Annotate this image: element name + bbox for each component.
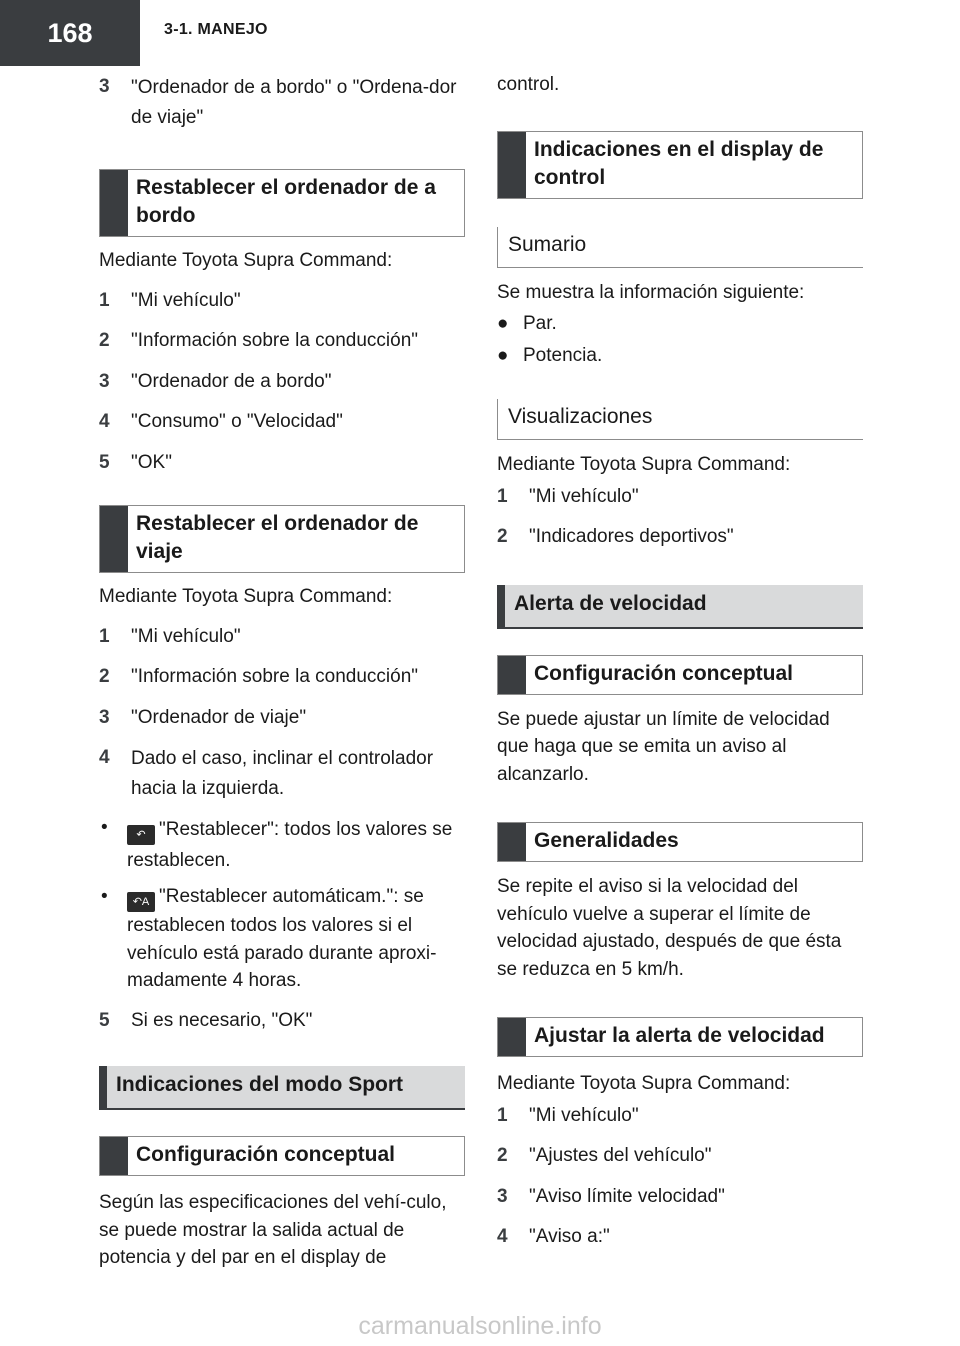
section-heading (497, 585, 863, 629)
bullet-text: Par. (523, 313, 557, 334)
step-item (99, 327, 465, 355)
step-item (99, 368, 465, 396)
section-heading (99, 1066, 465, 1110)
paragraph: Mediante Toyota Supra Command: (497, 1073, 791, 1094)
subheading-bar (498, 1018, 526, 1056)
subheading-label: Restablecer el ordenador de viaje (136, 512, 419, 563)
sub-bullet-text: "Restablecer": todos los valores se restablecen. (127, 819, 453, 871)
step-number: 3 (99, 370, 110, 392)
page-number-tab (0, 0, 140, 66)
subheading-label: Generalidades (534, 829, 679, 852)
step-number: 5 (99, 451, 110, 473)
subheading-box (497, 655, 863, 695)
subheading-bar (498, 823, 526, 861)
paragraph: Se puede ajustar un límite de velocidad que haga que se emita un aviso al alcanzarlo. (497, 708, 830, 785)
sub-bullet-body (127, 883, 465, 995)
step-item (497, 523, 863, 551)
step-text: "Consumo" o "Velocidad" (131, 411, 343, 432)
bullet-mark: • (101, 886, 108, 907)
step-text: "Ajustes del vehículo" (529, 1145, 712, 1166)
step-number: 2 (99, 330, 110, 351)
page-number: 168 (47, 17, 93, 48)
section-heading-label: Indicaciones del modo Sport (116, 1073, 404, 1096)
subheading-bar (100, 170, 128, 236)
section-title: 3-1. MANEJO (164, 21, 268, 38)
step-number: 4 (99, 747, 110, 768)
bullet-text: Potencia. (523, 344, 603, 366)
step-text: Dado el caso, inclinar el controlador hacia la izquierda. (131, 748, 434, 799)
step-number: 1 (99, 289, 110, 311)
subheading-label: Configuración conceptual (534, 661, 794, 685)
section-heading-bar (497, 585, 505, 627)
step-item (497, 1223, 863, 1251)
watermark: carmanualsonline.info (358, 1312, 602, 1340)
auto-reset-icon: ↶A (127, 892, 155, 912)
subheading-box (497, 1017, 863, 1057)
sub-bullet (99, 883, 465, 995)
step-number: 1 (497, 1104, 508, 1126)
step-number: 2 (99, 666, 110, 687)
subheading-box (99, 505, 465, 573)
sub-bullet-body (127, 814, 465, 876)
left-column (99, 70, 465, 1272)
bullet-item (497, 310, 863, 338)
step-list (99, 287, 465, 477)
step-number: 2 (497, 526, 508, 547)
step-item (497, 1142, 863, 1170)
step-text: "Información sobre la conducción" (131, 330, 419, 351)
step-item (99, 663, 465, 691)
paragraph: Mediante Toyota Supra Command: (99, 250, 393, 271)
step-text: "Mi vehículo" (529, 1104, 639, 1126)
step-item (99, 73, 465, 133)
page-header (0, 0, 960, 66)
step-item (99, 1007, 465, 1035)
step-item (99, 623, 465, 651)
step-item (99, 449, 465, 477)
subheading-label: Restablecer el ordenador de a bordo (136, 176, 436, 227)
subheading-label: Indicaciones en el display de control (534, 137, 824, 189)
step-number: 3 (497, 1185, 508, 1207)
step-text: "Mi vehículo" (529, 485, 639, 507)
subheading-box (497, 822, 863, 862)
subheading-label: Configuración conceptual (136, 1143, 396, 1166)
reset-icon: ↶ (127, 825, 155, 845)
step-text: "Aviso límite velocidad" (529, 1185, 725, 1207)
paragraph: Según las especificaciones del vehí-culo, se puede mostrar la salida actual de potencia y del par en el display de (99, 1192, 447, 1268)
paragraph: Mediante Toyota Supra Command: (99, 586, 393, 607)
step-text: "OK" (131, 451, 172, 473)
step-text: "Indicadores deportivos" (529, 526, 734, 547)
step-number: 5 (99, 1009, 110, 1031)
step-list (99, 623, 465, 805)
bullet-dot: ● (497, 344, 509, 366)
step-text: "Ordenador de viaje" (131, 706, 307, 728)
step-text: "Aviso a:" (529, 1226, 610, 1247)
step-item (99, 744, 465, 804)
bullet-dot: ● (497, 313, 509, 334)
step-item (99, 408, 465, 436)
paragraph: Mediante Toyota Supra Command: (497, 454, 791, 475)
step-number: 1 (99, 625, 110, 647)
step-number: 3 (99, 706, 110, 728)
bullet-item (497, 342, 863, 370)
step-text: "Ordenador de a bordo" (131, 370, 332, 392)
subheading-label: Ajustar la alerta de velocidad (534, 1024, 825, 1047)
bullet-mark: • (101, 817, 108, 838)
step-number: 4 (99, 411, 110, 432)
step-text: "Mi vehículo" (131, 289, 241, 311)
step-item (497, 1183, 863, 1211)
subheading-box (99, 169, 465, 237)
step-number: 1 (497, 485, 508, 507)
subheading-bar (498, 656, 526, 694)
plain-heading: Sumario (497, 227, 863, 268)
step-item (497, 1102, 863, 1130)
step-item (99, 704, 465, 732)
step-number: 2 (497, 1145, 508, 1166)
sub-bullet (99, 814, 465, 876)
paragraph: Se muestra la información siguiente: (497, 281, 805, 303)
step-text: Si es necesario, "OK" (131, 1009, 313, 1031)
step-text: "Ordenador de a bordo" o "Ordena-dor de viaje" (131, 77, 457, 128)
sub-bullet-text: "Restablecer automáticam.": se restablecen todos los valores si el vehículo está parado durante aproxi-madamente 4 horas. (127, 886, 437, 991)
subheading-bar (498, 132, 526, 198)
step-text: "Información sobre la conducción" (131, 666, 419, 687)
subheading-box (99, 1136, 465, 1176)
step-item (99, 287, 465, 315)
step-text: "Mi vehículo" (131, 625, 241, 647)
subheading-bar (100, 1137, 128, 1175)
step-number: 3 (99, 76, 110, 97)
section-heading-bar (99, 1066, 107, 1108)
paragraph: Se repite el aviso si la velocidad del vehículo vuelve a superar el límite de velocidad ajustado, después de que ésta se reduzca en 5 km/h. (497, 876, 842, 980)
step-item (497, 483, 863, 511)
subheading-box (497, 131, 863, 199)
section-heading-label: Alerta de velocidad (514, 591, 707, 615)
step-number: 4 (497, 1226, 508, 1247)
right-column (497, 70, 863, 1251)
paragraph: control. (497, 74, 560, 95)
plain-heading: Visualizaciones (497, 399, 863, 440)
subheading-bar (100, 506, 128, 572)
